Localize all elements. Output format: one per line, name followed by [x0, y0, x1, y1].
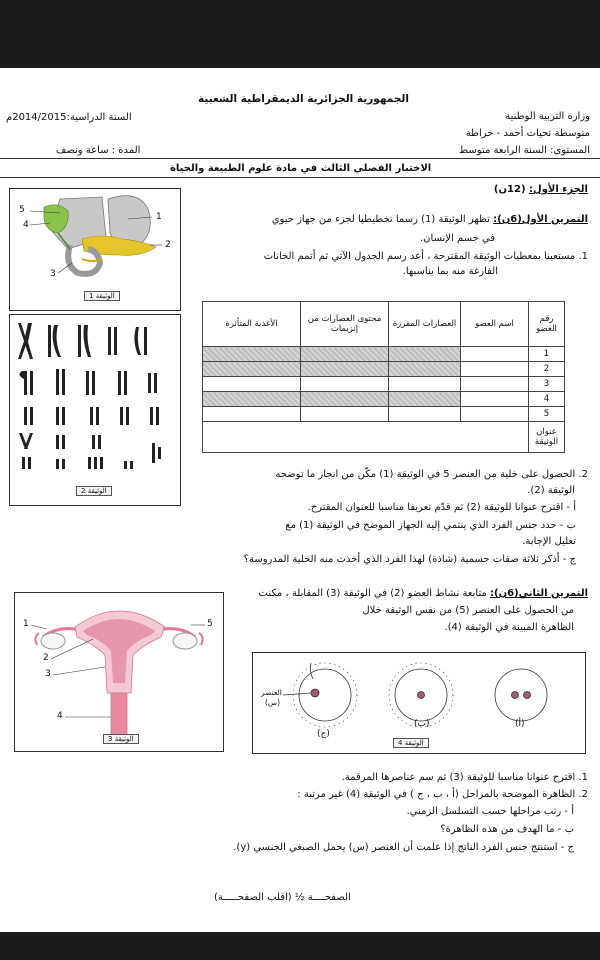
doc4-stage-b: (ب): [414, 719, 430, 729]
page-footer: الصفحــــة ½ (اقلب الصفحـــــة): [214, 892, 351, 903]
col-header-secretions: العصارات المفرزة: [389, 302, 461, 347]
doc1-label-5: 5: [19, 205, 25, 215]
doc3-label-3: 3: [45, 669, 51, 679]
ex2-intro: التمرين الثاني(6ن): متابعة نشاط العضو (2) في الوثيقة (3) المقابلة ، مكنت: [258, 588, 588, 599]
ex1-qc: ج - أذكر ثلاثة صفات جسمية (شاذة) لهذا الفرد الذي أخذت منه الخلية المدروسة؟: [243, 554, 576, 565]
table-row: عنوان الوثيقة: [203, 422, 565, 453]
ex2-intro-3: الظاهرة المبينة في الوثيقة (4).: [444, 622, 574, 633]
school-name: متوسطة تحيات أحمد - خراطة: [465, 128, 590, 139]
ex2-intro-2: من الحصول على العنصر (5) من نفس الوثيقة خلال: [362, 605, 574, 616]
doc1-caption: الوثيقة 1: [84, 291, 120, 301]
doc1-label-1: 1: [156, 212, 162, 222]
doc3-label-4: 4: [57, 711, 63, 721]
ex1-intro: التمرين الأول(6ن): تظهر الوثيقة (1) رسما تخطيطيا لجزء من جهاز حيوي: [271, 214, 588, 225]
ex2-qa: أ - رتب مراحلها حسب التسلسل الزمني.: [406, 806, 574, 817]
doc3-caption: الوثيقة 3: [103, 734, 139, 744]
table-row: 5: [203, 407, 565, 422]
doc3-label-2: 2: [43, 653, 49, 663]
col-header-organ-number: رقم العضو: [529, 302, 565, 347]
title-divider: [0, 177, 600, 178]
ex1-qb-cont: تعليل الإجابة.: [522, 536, 576, 547]
table-row: 1: [203, 347, 565, 362]
ex1-q2-cont: الوثيقة (2).: [527, 485, 575, 496]
republic-title: الجمهورية الجزائرية الديمقراطية الشعبية: [198, 93, 409, 105]
doc3-reproductive-diagram: [14, 592, 224, 752]
doc3-label-5: 5: [207, 619, 213, 629]
ex2-qc: ج - استنتج جنس الفرد الناتج إذا علمت أن العنصر (س) يحمل الصبغي الجنسي (y).: [233, 842, 574, 853]
col-header-enzymes: محتوى العصارات من إنزيمات: [301, 302, 389, 347]
doc1-label-3: 3: [50, 269, 56, 279]
ex1-q1-cont: الفارغة منه بما يناسبها.: [402, 266, 498, 277]
doc3-label-1: 1: [23, 619, 29, 629]
doc4-fertilization-stages: [252, 652, 586, 754]
ex2-q2: 2. الظاهرة الموضحة بالمراحل (أ ، ب ، ج ) في الوثيقة (4) غير مرتبة :: [297, 789, 588, 800]
doc2-caption: الوثيقة 2: [76, 486, 112, 496]
ex2-qb: ب - ما الهدف من هذه الظاهرة؟: [440, 824, 574, 835]
doc2-karyotype: [9, 314, 181, 506]
part1-heading: الجزء الأول: (12ن): [493, 184, 588, 195]
doc4-element-label: العنصر: [261, 688, 282, 697]
col-header-organ-name: اسم العضو: [461, 302, 529, 347]
table-row: 2: [203, 362, 565, 377]
ex1-intro-2: في جسم الإنسان.: [420, 233, 495, 244]
doc1-label-4: 4: [23, 220, 29, 230]
doc4-stage-c: (ج): [317, 729, 330, 739]
doc4-stage-a: (أ): [515, 719, 525, 729]
table-row: 3: [203, 377, 565, 392]
col-header-foods: الأغذية المتأثرة: [203, 302, 301, 347]
organs-table: [202, 301, 565, 453]
ex1-q2: 2. الحصول على خلية من العنصر 5 في الوثيقة (1) مكّن من انجاز ما توضحه: [275, 469, 588, 480]
doc1-digestive-diagram: [9, 188, 181, 311]
ex2-q1: 1. اقترح عنوانا مناسبا للوثيقة (3) ثم سم عناصرها المرقمة.: [341, 772, 588, 783]
doc1-label-2: 2: [165, 240, 171, 250]
ex1-qb: ب - حدد جنس الفرد الذي ينتمي إليه الجهاز الموضح في الوثيقة (1) مع: [285, 520, 576, 531]
doc4-element-sub: (س): [265, 698, 281, 707]
header-divider: [0, 158, 600, 159]
ex1-qa: أ - اقترح عنوانا للوثيقة (2) ثم قدّم تعريفا مناسبا للعنوان المقترح.: [307, 502, 576, 513]
table-row: 4: [203, 392, 565, 407]
ex1-q1: 1. مستعينا بمعطيات الوثيقة المقترحة ، أعد رسم الجدول الآتي ثم أتمم الخانات: [263, 251, 588, 262]
level: المستوى: السنة الرابعة متوسط: [458, 145, 590, 156]
duration: المدة : ساعة ونصف: [56, 145, 141, 156]
bottom-dark-bar: [0, 932, 600, 960]
school-year: السنة الدراسية:2014/2015م: [6, 112, 132, 123]
ministry: وزارة التربية الوطنية: [505, 111, 590, 122]
doc4-caption: الوثيقة 4: [393, 738, 429, 748]
top-dark-bar: [0, 0, 600, 68]
exam-title: الاختبار الفصلي الثالث في مادة علوم الطبيعة والحياة: [170, 163, 432, 174]
